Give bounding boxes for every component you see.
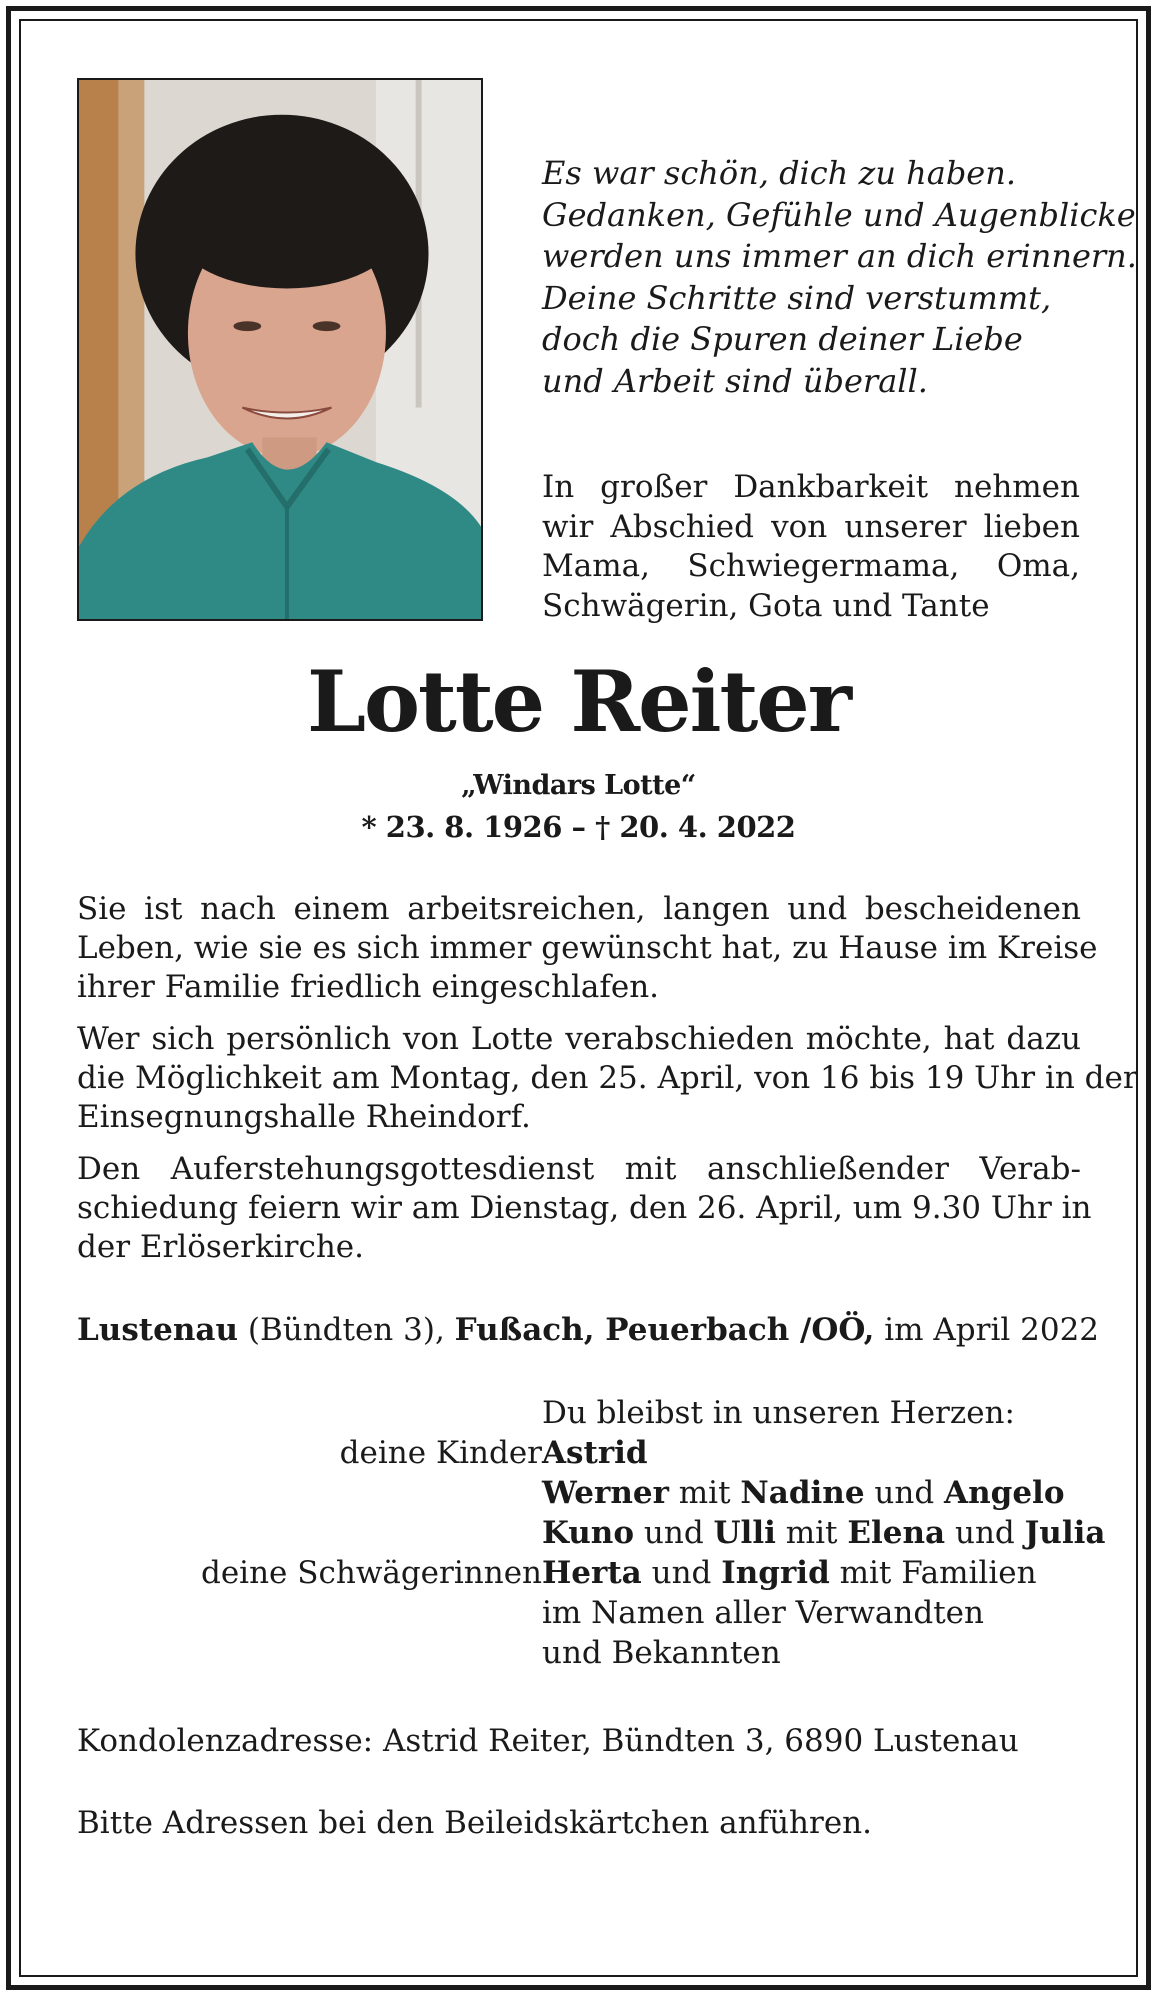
place-towns: Fußach, Peuerbach /OÖ, [454,1312,875,1348]
relatives-line: im Namen aller Verwandten [542,1595,984,1631]
paragraph-farewell [77,1020,1138,1137]
place-town: Lustenau [77,1312,238,1348]
connector-text: und [634,1515,714,1551]
mourner-name: Angelo [944,1475,1065,1511]
paragraph-line: die Möglichkeit am Montag, den 25. April, von 16 bis 19 Uhr in der [77,1060,1138,1096]
mourner-name: Ulli [713,1515,776,1551]
connector-text: mit Familien [829,1555,1037,1591]
mourner-name: Herta [542,1555,642,1591]
paragraph-line: Sie ist nach einem arbeitsreichen, langen und bescheidenen [77,891,1081,927]
paragraph-line: Leben, wie sie es sich immer gewünscht hat, zu Hause im Kreise [77,930,1098,966]
poem-line: doch die Spuren deiner Liebe [542,320,1023,358]
paragraph-line: schiedung feiern wir am Dienstag, den 26. April, um 9.30 Uhr in [77,1190,1092,1226]
poem-line: werden uns immer an dich erinnern. [542,237,1137,275]
intro-line: Mama, Schwiegermama, Oma, [542,548,1080,584]
paragraph-line: Wer sich persönlich von Lotte verabschieden möchte, hat dazu [77,1021,1081,1057]
mourner-name: Kuno [542,1515,635,1551]
deceased-name: Lotte Reiter [306,652,851,751]
paragraph-line: der Erlöserkirche. [77,1229,365,1265]
mourner-name: Elena [847,1515,946,1551]
intro-text [542,468,1080,626]
mourners-heading: Du bleibst in unseren Herzen: [542,1395,1015,1431]
intro-line: In großer Dankbarkeit nehmen [542,469,1080,505]
connector-text: und [945,1515,1025,1551]
connector-text: und [641,1555,722,1591]
nickname: „Windars Lotte“ [461,770,696,801]
paragraph-line: Einsegnungshalle Rheindorf. [77,1099,531,1135]
place-address: (Bündten 3), [238,1312,455,1348]
connector-text: und [864,1475,945,1511]
mourner-name: Nadine [740,1475,865,1511]
poem-line: Gedanken, Gefühle und Augenblicke [542,195,1136,234]
poem-line: Deine Schritte sind verstummt, [542,278,1052,317]
mourner-name: Julia [1024,1515,1106,1551]
poem [542,153,1137,402]
paragraph-service [77,1150,1092,1267]
condolence-note: Bitte Adressen bei den Beileidskärtchen anführen. [77,1805,872,1841]
acquaintances-line: und Bekannten [542,1635,781,1671]
poem-line: Es war schön, dich zu haben. [542,154,1017,192]
place-and-date [77,1311,1100,1350]
intro-line: Schwägerin, Gota und Tante [542,587,990,624]
portrait-photo [77,78,483,621]
paragraph-passing [77,890,1098,1007]
connector-text: mit [668,1475,741,1511]
poem-line: und Arbeit sind überall. [542,361,928,400]
mourners-list [77,1393,1106,1673]
life-dates: * 23. 8. 1926 – † 20. 4. 2022 [361,810,796,844]
place-date: im April 2022 [874,1312,1100,1348]
children-label: deine Kinder [339,1435,542,1471]
condolence-address: Kondolenzadresse: Astrid Reiter, Bündten 3, 6890 Lustenau [77,1723,1019,1759]
mourner-name: Ingrid [721,1555,830,1591]
mourner-name: Astrid [542,1435,648,1471]
intro-line: wir Abschied von unserer lieben [542,508,1080,545]
mourner-name: Werner [542,1475,669,1511]
paragraph-line: ihrer Familie friedlich eingeschlafen. [77,969,660,1005]
sisters-in-law-label: deine Schwägerinnen [200,1555,542,1591]
paragraph-line: Den Auferstehungsgottesdienst mit anschließender Verab- [77,1151,1081,1187]
connector-text: mit [775,1515,848,1551]
